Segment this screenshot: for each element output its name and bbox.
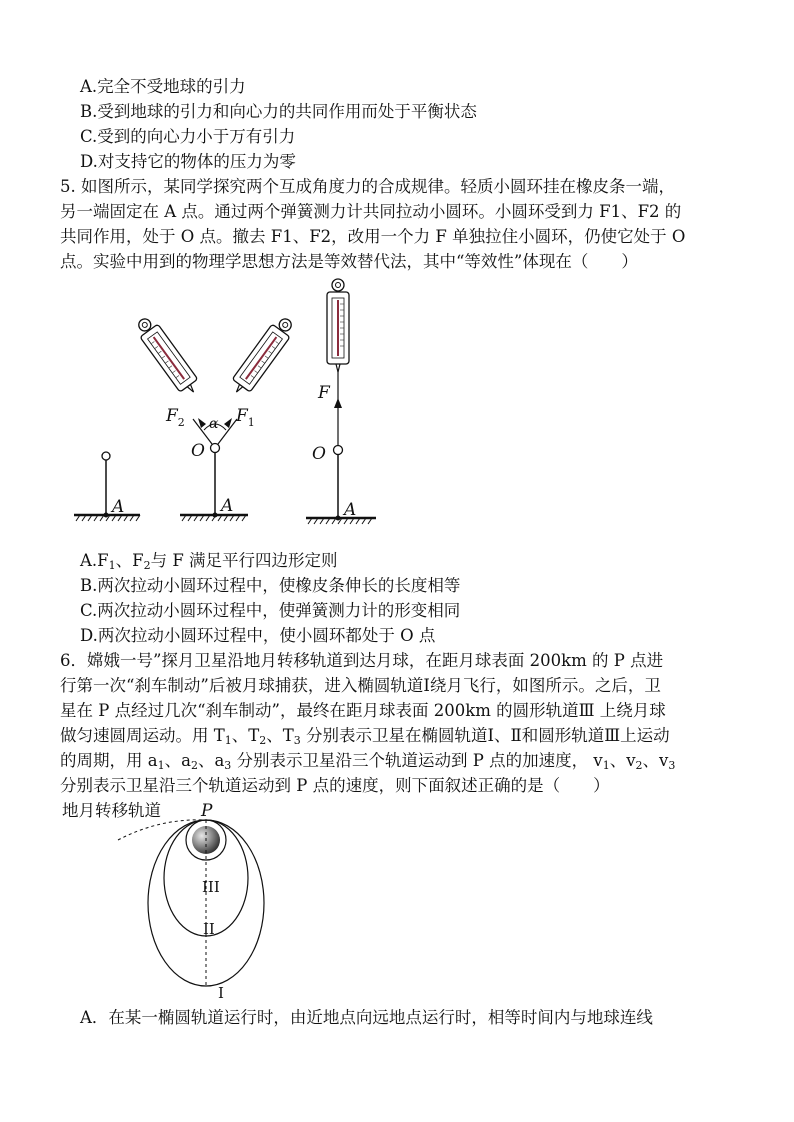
label-a3: A [344,500,357,520]
q4-option-a: A.完全不受地球的引力 [80,77,246,96]
q6-stem-line-2: 行第一次“刹车制动”后被月球捕获，进入椭圆轨道Ⅰ绕月飞行，如图所示。之后，卫 [60,676,661,695]
label-o2: O [191,441,205,461]
q5-stem-line-2: 另一端固定在 A 点。通过两个弹簧测力计共同拉动小圆环。小圆环受到力 F1、F2 的 [60,202,682,221]
q6-stem-line-6: 分别表示卫星沿三个轨道运动到 P 点的速度，则下面叙述正确的是（ ） [60,776,610,795]
ring-o2 [211,444,220,453]
q5-stem-line-1: 5. 如图所示，某同学探究两个互成角度力的合成规律。轻质小圆环挂在橡皮条一端， [60,177,675,196]
spring-scale-right [228,314,298,399]
spring-scale-vertical [327,279,349,372]
q4-option-d: D.对支持它的物体的压力为零 [80,152,296,171]
label-a2: A [221,496,234,516]
q4-option-c: C.受到的向心力小于万有引力 [80,127,296,146]
label-iii: III [202,878,220,896]
q6-stem-line-4: 做匀速圆周运动。用 $T_1$、$T_2$、$T_3$ 分别表示卫星在椭圆轨道Ⅰ、Ⅱ和圆形轨道Ⅲ上运动 [60,726,670,747]
q5-figure [60,278,400,528]
q6-stem-line-3: 星在 P 点经过几次“刹车制动”，最终在距月球表面 200km 的圆形轨道Ⅲ 上绕月球 [60,701,666,720]
label-i: I [218,984,224,1002]
ring-1 [102,452,110,460]
q6-figure [60,798,280,1003]
q5-option-b: B.两次拉动小圆环过程中，使橡皮条伸长的长度相等 [80,576,461,595]
q6-stem-line-5: 的周期，用 $a_1$、$a_2$、$a_3$ 分别表示卫星沿三个轨道运动到 P 点的加速度， $v_1$、$v_2$、$v_3$ [60,751,676,772]
label-f2: $F_2$ [166,406,185,429]
label-o3: O [312,444,326,464]
q5-option-c: C.两次拉动小圆环过程中，使弹簧测力计的形变相同 [80,601,461,620]
spring-scale-left [132,314,202,399]
q6-stem-line-1: 6．嫦娥一号”探月卫星沿地月转移轨道到达月球，在距月球表面 200km 的 P 点进 [60,651,664,670]
q6-option-a: A．在某一椭圆轨道运行时，由近地点向远地点运行时，相等时间内与地球连线 [80,1008,653,1027]
q4-option-b: B.受到地球的引力和向心力的共同作用而处于平衡状态 [80,102,477,121]
ground-3 [306,518,376,524]
label-f: F [318,383,330,403]
label-ii: II [203,920,215,938]
label-f1: $F_1$ [236,406,255,429]
ring-o3 [334,446,343,455]
q5-option-a: $A.F_1$、$F_2$与 F 满足平行四边形定则 [80,551,338,572]
q5-option-d: D.两次拉动小圆环过程中，使小圆环都处于 O 点 [80,626,436,645]
label-alpha: α [209,416,219,432]
label-p: P [201,801,213,821]
q5-stem-line-3: 共同作用，处于 O 点。撤去 F1、F2，改用一个力 F 单独拉住小圆环，仍使它处于 O [60,227,686,246]
q5-stem-line-4: 点。实验中用到的物理学思想方法是等效替代法，其中“等效性”体现在（ ） [60,252,638,271]
label-a1: A [112,497,125,517]
label-transfer-orbit: 地月转移轨道 [62,801,161,820]
arrow-f [334,398,342,408]
